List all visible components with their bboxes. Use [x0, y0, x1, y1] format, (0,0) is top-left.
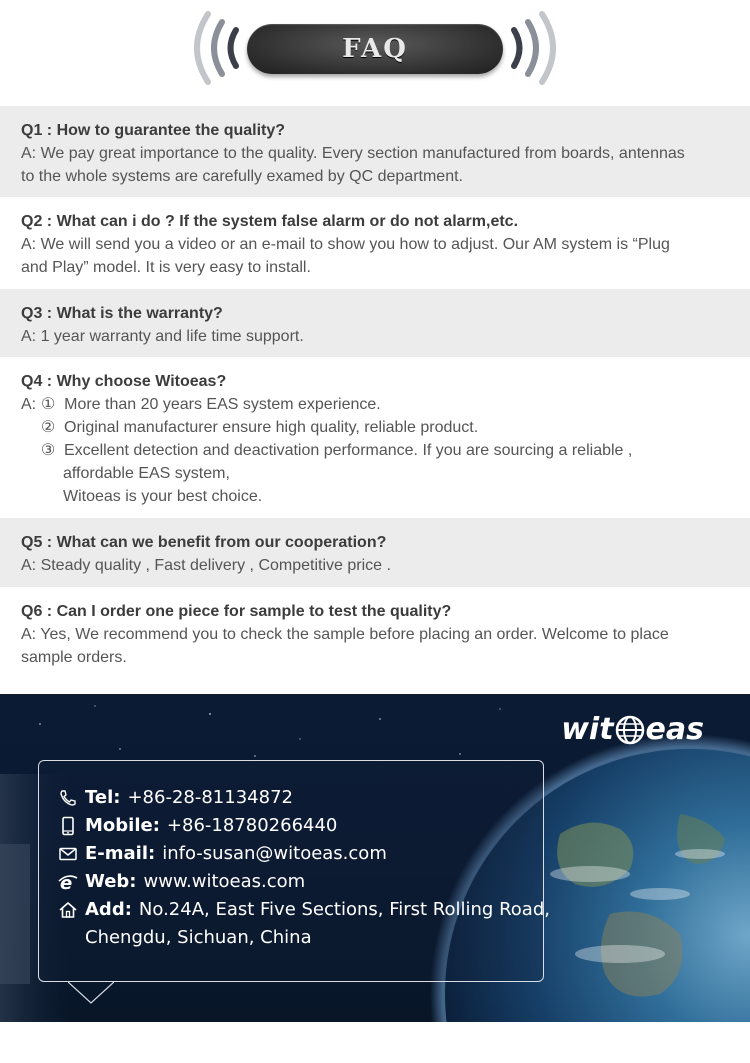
logo-text-left: wit	[561, 712, 614, 747]
mobile-value[interactable]: +86-18780266440	[166, 815, 338, 836]
address-label: Add:	[85, 899, 132, 920]
faq-answer-line: sample orders.	[21, 649, 127, 666]
point-text-continued: Witoeas is your best choice.	[63, 488, 263, 505]
contact-row-tel	[58, 784, 550, 812]
faq-answer-point	[21, 393, 729, 416]
faq-item-3	[0, 289, 750, 357]
answer-prefix: A:	[21, 396, 37, 413]
point-text: Excellent detection and deactivation performance. If you are sourcing a reliable ,	[64, 442, 633, 459]
web-label: Web:	[85, 871, 137, 892]
point-number: ③	[40, 442, 56, 459]
contact-row-address	[58, 896, 550, 924]
faq-title-badge	[247, 24, 503, 74]
contact-row-email	[58, 840, 550, 868]
faq-list	[0, 106, 750, 694]
point-text: Original manufacturer ensure high quality, reliable product.	[64, 419, 479, 436]
mobile-label: Mobile:	[85, 815, 160, 836]
web-value[interactable]: www.witoeas.com	[143, 871, 306, 892]
faq-item-4	[0, 357, 750, 518]
witoeas-logo	[561, 712, 704, 747]
footer-spacer	[0, 1022, 750, 1063]
faq-answer-line: A: Yes, We recommend you to check the sample before placing an order. Welcome to place	[21, 626, 669, 643]
faq-answer-line: A: We will send you a video or an e-mail to show you how to adjust. Our AM system is “Plug	[21, 236, 670, 253]
logo-text-right: eas	[645, 712, 704, 747]
point-number: ①	[40, 396, 56, 413]
mobile-icon	[58, 816, 78, 836]
faq-question: Q2 : What can i do ? If the system false alarm or do not alarm,etc.	[21, 213, 519, 230]
faq-question: Q3 : What is the warranty?	[21, 305, 223, 322]
faq-item-6	[0, 587, 750, 694]
faq-answer-line: and Play” model. It is very easy to install.	[21, 259, 311, 276]
faq-answer-line: to the whole systems are carefully examed by QC department.	[21, 168, 463, 185]
web-icon	[58, 872, 78, 892]
faq-question: Q6 : Can I order one piece for sample to test the quality?	[21, 603, 452, 620]
home-icon	[58, 900, 78, 920]
faq-answer-line: A: 1 year warranty and life time support.	[21, 328, 304, 345]
faq-question: Q1 : How to guarantee the quality?	[21, 122, 286, 139]
faq-answer-point	[21, 416, 729, 439]
faq-item-2	[0, 197, 750, 289]
faq-question: Q4 : Why choose Witoeas?	[21, 373, 227, 390]
svg-text:e: e	[60, 873, 73, 892]
point-text-continued: affordable EAS system,	[63, 465, 230, 482]
address-value-line2: Chengdu, Sichuan, China	[85, 927, 312, 948]
contact-row-web	[58, 868, 550, 896]
email-icon	[58, 844, 78, 864]
faq-item-5	[0, 518, 750, 587]
globe-icon	[615, 715, 645, 745]
contact-details	[58, 784, 550, 952]
speech-tail	[68, 981, 114, 1005]
faq-question: Q5 : What can we benefit from our cooperation?	[21, 534, 387, 551]
address-value: No.24A, East Five Sections, First Rolling Road,	[138, 899, 550, 920]
page-title: FAQ	[342, 34, 408, 64]
email-value[interactable]: info-susan@witoeas.com	[162, 843, 387, 864]
faq-answer-line: A: We pay great importance to the quality. Every section manufactured from boards, antennas	[21, 145, 685, 162]
contact-row-mobile	[58, 812, 550, 840]
point-text: More than 20 years EAS system experience.	[64, 396, 381, 413]
phone-icon	[58, 788, 78, 808]
point-number: ②	[40, 419, 56, 436]
faq-answer-point	[21, 439, 729, 462]
faq-answer-line: A: Steady quality , Fast delivery , Competitive price .	[21, 557, 391, 574]
tel-label: Tel:	[85, 787, 121, 808]
faq-header	[0, 0, 750, 100]
email-label: E-mail:	[85, 843, 156, 864]
contact-row-address-continued	[58, 924, 550, 952]
tel-value[interactable]: +86-28-81134872	[127, 787, 293, 808]
faq-item-1	[0, 106, 750, 197]
